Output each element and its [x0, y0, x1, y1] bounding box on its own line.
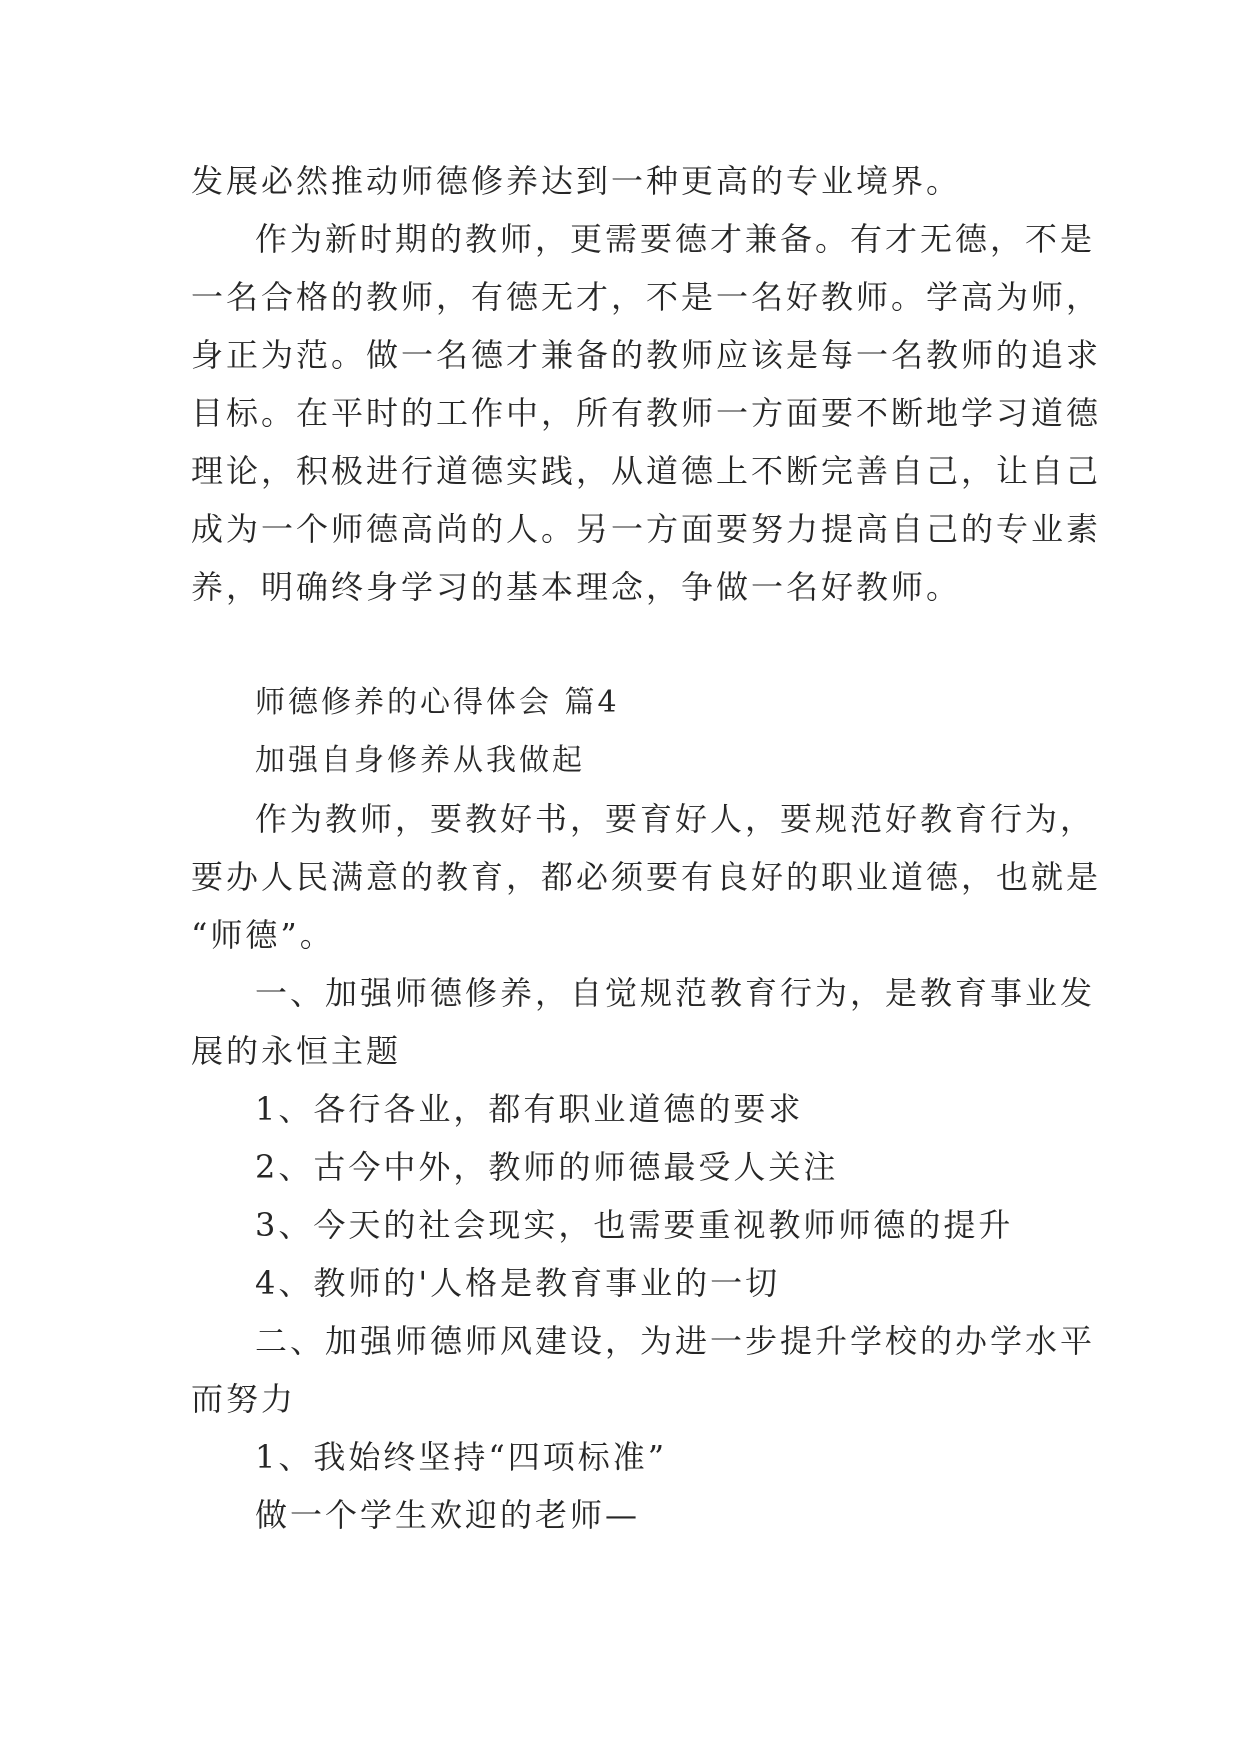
- paragraph-line: 而努力: [191, 1380, 297, 1418]
- paragraph-line: 要办人民满意的教育，都必须要有良好的职业道德，也就是: [191, 858, 1102, 896]
- list-item: 1、我始终坚持“四项标准”: [255, 1438, 668, 1476]
- paragraph-line: 理论，积极进行道德实践，从道德上不断完善自己，让自己: [191, 452, 1102, 490]
- list-item: 3、今天的社会现实，也需要重视教师师德的提升: [255, 1206, 1014, 1244]
- list-item: 2、古今中外，教师的师德最受人关注: [255, 1148, 839, 1186]
- paragraph-line: 作为教师，要教好书，要育好人，要规范好教育行为，: [255, 800, 1096, 838]
- paragraph-line: 成为一个师德高尚的人。另一方面要努力提高自己的专业素: [191, 510, 1102, 548]
- paragraph-line: 发展必然推动师德修养达到一种更高的专业境界。: [191, 162, 962, 200]
- paragraph-line: 一名合格的教师，有德无才，不是一名好教师。学高为师，: [191, 278, 1102, 316]
- section-subtitle: 加强自身修养从我做起: [255, 743, 585, 778]
- paragraph-line: 身正为范。做一名德才兼备的教师应该是每一名教师的追求: [191, 336, 1102, 374]
- list-item: 4、教师的'人格是教育事业的一切: [255, 1264, 781, 1302]
- paragraph-line: “师德”。: [191, 916, 335, 954]
- paragraph-line: 养，明确终身学习的基本理念，争做一名好教师。: [191, 568, 962, 606]
- section-spacer: [191, 616, 1061, 674]
- paragraph-line: 二、加强师德师风建设，为进一步提升学校的办学水平: [255, 1322, 1096, 1360]
- paragraph-line: 作为新时期的教师，更需要德才兼备。有才无德，不是: [255, 220, 1096, 258]
- document-body: [191, 152, 1102, 1544]
- list-item: 1、各行各业，都有职业道德的要求: [255, 1090, 804, 1128]
- paragraph-line: 做一个学生欢迎的老师—: [255, 1496, 641, 1534]
- paragraph-line: 目标。在平时的工作中，所有教师一方面要不断地学习道德: [191, 394, 1102, 432]
- paragraph-line: 展的永恒主题: [191, 1032, 402, 1070]
- section-title: 师德修养的心得体会 篇4: [255, 685, 620, 720]
- paragraph-line: 一、加强师德修养，自觉规范教育行为，是教育事业发: [255, 974, 1096, 1012]
